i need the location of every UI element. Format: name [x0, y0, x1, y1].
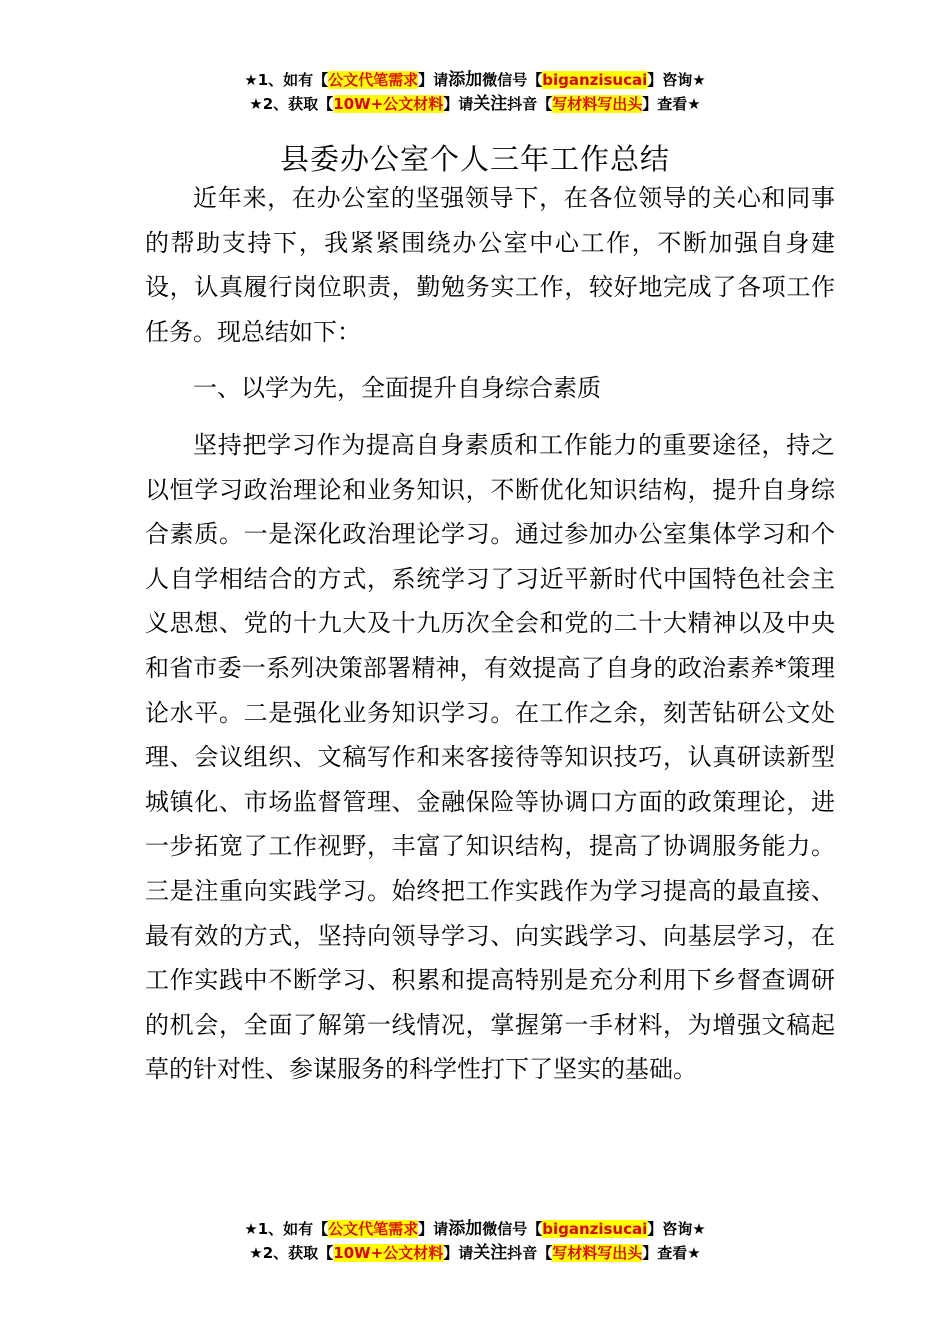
- promo-text: 1、如有【: [257, 71, 329, 89]
- promo-text: 】咨询★: [647, 71, 706, 89]
- paragraph-study: 坚持把学习作为提高自身素质和工作能力的重要途径，持之以恒学习政治理论和业务知识，不断优化知识结构，提升自身综合素质。一是深化政治理论学习。通过参加办公室集体学习和个人自学相结合的方式，系统学习了习近平新时代中国特色社会主义思想、党的十九大及十九历次全会和党的二十大精神以及中央和省市委一系列决策部署精神，有效提高了自身的政治素养*策理论水平。二是强化业务知识学习。在工作之余，刻苦钻研公文处理、会议组织、文稿写作和来客接待等知识技巧，认真研读新型城镇化、市场监督管理、金融保险等协调口方面的政策理论，进一步拓宽了工作视野，丰富了知识结构，提高了协调服务能力。三是注重向实践学习。始终把工作实践作为学习提高的最直接、最有效的方式，坚持向领导学习、向实践学习、向基层学习，在工作实践中不断学习、积累和提高特别是充分利用下乡督查调研的机会，全面了解第一线情况，掌握第一手材料，为增强文稿起草的针对性、参谋服务的科学性打下了坚实的基础。: [145, 430, 835, 1084]
- douyin-account: 写材料写出头: [552, 95, 643, 113]
- promo-emphasis: 添加: [448, 1219, 483, 1239]
- star-icon: ★: [244, 71, 258, 89]
- promo-text: 】查看★: [642, 95, 701, 113]
- promo-text: 】请: [443, 1244, 474, 1262]
- promo-text: 】咨询★: [647, 1220, 706, 1238]
- promo-text: 2、获取【: [262, 1244, 334, 1262]
- promo-text: 】请: [418, 71, 449, 89]
- promo-banner-bottom: [0, 1217, 950, 1265]
- star-icon: ★: [249, 95, 263, 113]
- section-heading: 一、以学为先，全面提升自身综合素质: [193, 374, 601, 403]
- wechat-id: biganzisucai: [542, 1220, 648, 1238]
- star-icon: ★: [244, 1220, 258, 1238]
- promo-emphasis: 关注: [473, 94, 508, 114]
- wechat-id: biganzisucai: [542, 71, 648, 89]
- promo-text: 1、如有【: [257, 1220, 329, 1238]
- paragraph-intro: 近年来，在办公室的坚强领导下，在各位领导的关心和同事的帮助支持下，我紧紧围绕办公室中心工作，不断加强自身建设，认真履行岗位职责，勤勉务实工作，较好地完成了各项工作任务。现总结如下：: [145, 184, 835, 346]
- document-body: [145, 176, 835, 1092]
- document-title: 县委办公室个人三年工作总结: [279, 142, 670, 177]
- promo-text: 微信号【: [482, 71, 543, 89]
- promo-highlight: 10W+公文材料: [333, 95, 444, 113]
- promo-text: 微信号【: [482, 1220, 543, 1238]
- promo-text: 】请: [418, 1220, 449, 1238]
- promo-text: 抖音【: [507, 1244, 553, 1262]
- promo-text: 抖音【: [507, 95, 553, 113]
- promo-text: 2、获取【: [262, 95, 334, 113]
- promo-text: 】请: [443, 95, 474, 113]
- promo-line-1: [0, 1217, 950, 1241]
- promo-highlight: 公文代笔需求: [328, 71, 419, 89]
- promo-emphasis: 关注: [473, 1243, 508, 1263]
- promo-highlight: 公文代笔需求: [328, 1220, 419, 1238]
- douyin-account: 写材料写出头: [552, 1244, 643, 1262]
- promo-line-1: [0, 68, 950, 92]
- promo-emphasis: 添加: [448, 70, 483, 90]
- promo-text: 】查看★: [642, 1244, 701, 1262]
- promo-line-2: [0, 92, 950, 116]
- promo-banner-top: [0, 68, 950, 116]
- promo-highlight: 10W+公文材料: [333, 1244, 444, 1262]
- promo-line-2: [0, 1241, 950, 1265]
- star-icon: ★: [249, 1244, 263, 1262]
